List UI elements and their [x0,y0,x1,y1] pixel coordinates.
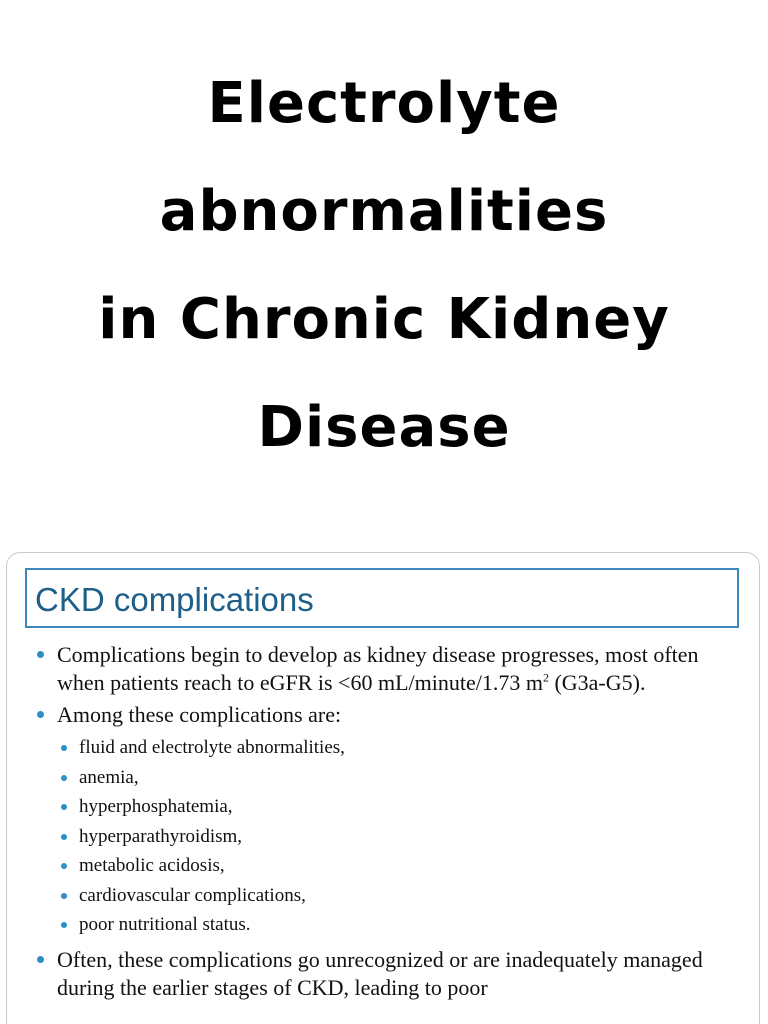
sub-bullet-dot-icon [61,893,67,899]
list-item-text: poor nutritional status. [79,914,251,935]
list-item-text: hyperphosphatemia, [79,796,233,817]
complications-list [35,733,735,940]
list-item [35,851,735,881]
superscript: 2 [542,670,549,685]
list-item-text: cardiovascular complications, [79,884,306,906]
bullet-dot-icon [37,711,44,718]
slide-image [6,552,760,1024]
sub-bullet-dot-icon [61,922,67,928]
bullet-text: Among these complications are: [57,702,342,727]
bullet-text: Often, these complications go unrecognized or are inadequately managed during the earlier stages of CKD, leading to poor [57,946,703,1000]
title-line-1: Electrolyte [207,71,561,136]
sub-bullet-dot-icon [61,863,67,869]
bullet-among-complications [35,701,735,729]
bullet-text: Complications begin to develop as kidney disease progresses, most often when patients reach to eGFR is <60 mL/minute/1.73 m [57,642,699,695]
title-line-4: Disease [257,395,511,460]
list-item [35,881,735,911]
list-item [35,822,735,852]
title-line-3: in Chronic Kidney [98,287,670,352]
list-item [35,763,735,793]
bullet-text-cont: (G3a-G5). [548,670,646,695]
bullet-dot-icon [37,651,44,658]
sub-bullet-dot-icon [61,775,67,781]
bullet-complications-develop [35,641,735,697]
sub-bullet-dot-icon [61,804,67,810]
list-item-text: fluid and electrolyte abnormalities, [79,737,345,758]
slide-heading: CKD complications [35,581,314,618]
title-line-2: abnormalities [159,179,609,244]
sub-bullet-dot-icon [61,745,67,751]
list-item-text: hyperparathyroidism, [79,825,243,847]
bullet-often-unrecognized [35,946,735,1002]
slide-body [35,641,735,1006]
list-item [35,910,735,940]
list-item [35,792,735,822]
bullet-dot-icon [37,956,44,963]
sub-bullet-dot-icon [61,834,67,840]
list-item-text: metabolic acidosis, [79,855,225,876]
list-item-text: anemia, [79,766,139,788]
list-item [35,733,735,763]
document-title [0,50,768,482]
slide-heading-box [25,568,739,628]
